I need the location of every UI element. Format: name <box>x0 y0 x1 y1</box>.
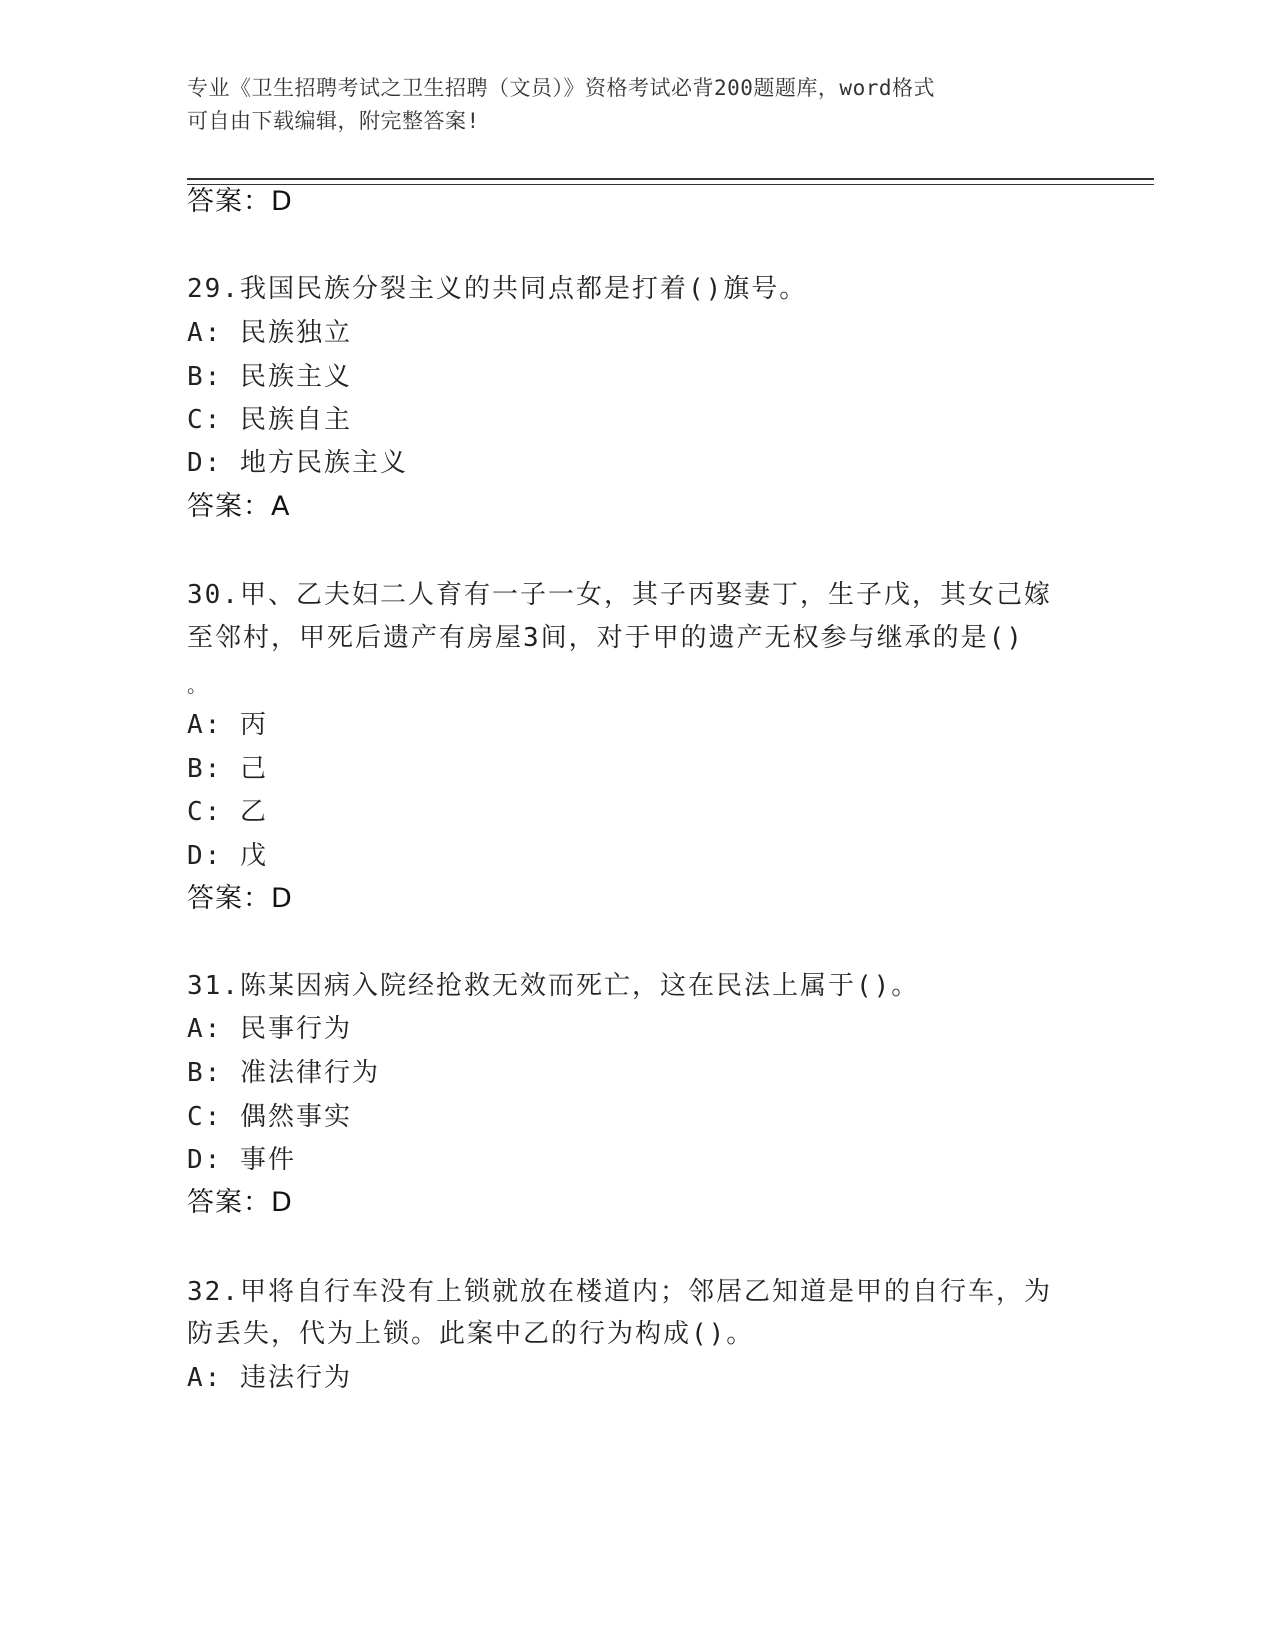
answer-line: 答案：D <box>187 186 293 217</box>
question-30-option-d: D: 戊 <box>187 841 268 871</box>
question-30-option-b: B: 己 <box>187 754 268 784</box>
question-31-option-b: B: 准法律行为 <box>187 1058 380 1088</box>
question-30-option-a: A: 丙 <box>187 710 268 740</box>
question-29-option-d: D: 地方民族主义 <box>187 448 408 478</box>
header-line-2: 可自由下载编辑，附完整答案! <box>187 109 480 133</box>
question-31-option-d: D: 事件 <box>187 1145 296 1175</box>
question-29-option-c: C: 民族自主 <box>187 405 352 435</box>
question-29-stem: 29.我国民族分裂主义的共同点都是打着()旗号。 <box>187 274 808 304</box>
question-30-stem-line-3: 。 <box>187 673 209 697</box>
question-32-stem-line-1: 32.甲将自行车没有上锁就放在楼道内；邻居乙知道是甲的自行车，为 <box>187 1277 1052 1307</box>
question-31-answer: 答案：D <box>187 1187 293 1218</box>
question-31-stem: 31.陈某因病入院经抢救无效而死亡，这在民法上属于()。 <box>187 971 920 1001</box>
question-30-stem-line-2: 至邻村，甲死后遗产有房屋3间，对于甲的遗产无权参与继承的是() <box>187 623 1024 653</box>
header-rule-thick <box>187 178 1154 180</box>
question-30-stem-line-1: 30.甲、乙夫妇二人育有一子一女，其子丙娶妻丁，生子戊，其女己嫁 <box>187 580 1052 610</box>
question-29-option-a: A: 民族独立 <box>187 318 352 348</box>
question-29-answer: 答案：A <box>187 491 291 522</box>
question-30-answer: 答案：D <box>187 883 293 914</box>
header-line-1: 专业《卫生招聘考试之卫生招聘（文员）》资格考试必背200题题库，word格式 <box>187 76 935 100</box>
document-header <box>187 72 1067 138</box>
header-rule-thin <box>187 184 1154 185</box>
question-30-option-c: C: 乙 <box>187 797 268 827</box>
question-31-option-c: C: 偶然事实 <box>187 1102 352 1132</box>
question-31-option-a: A: 民事行为 <box>187 1014 352 1044</box>
question-32-stem-line-2: 防丢失，代为上锁。此案中乙的行为构成()。 <box>187 1319 755 1349</box>
question-29-option-b: B: 民族主义 <box>187 362 352 392</box>
question-32-option-a: A: 违法行为 <box>187 1363 352 1393</box>
